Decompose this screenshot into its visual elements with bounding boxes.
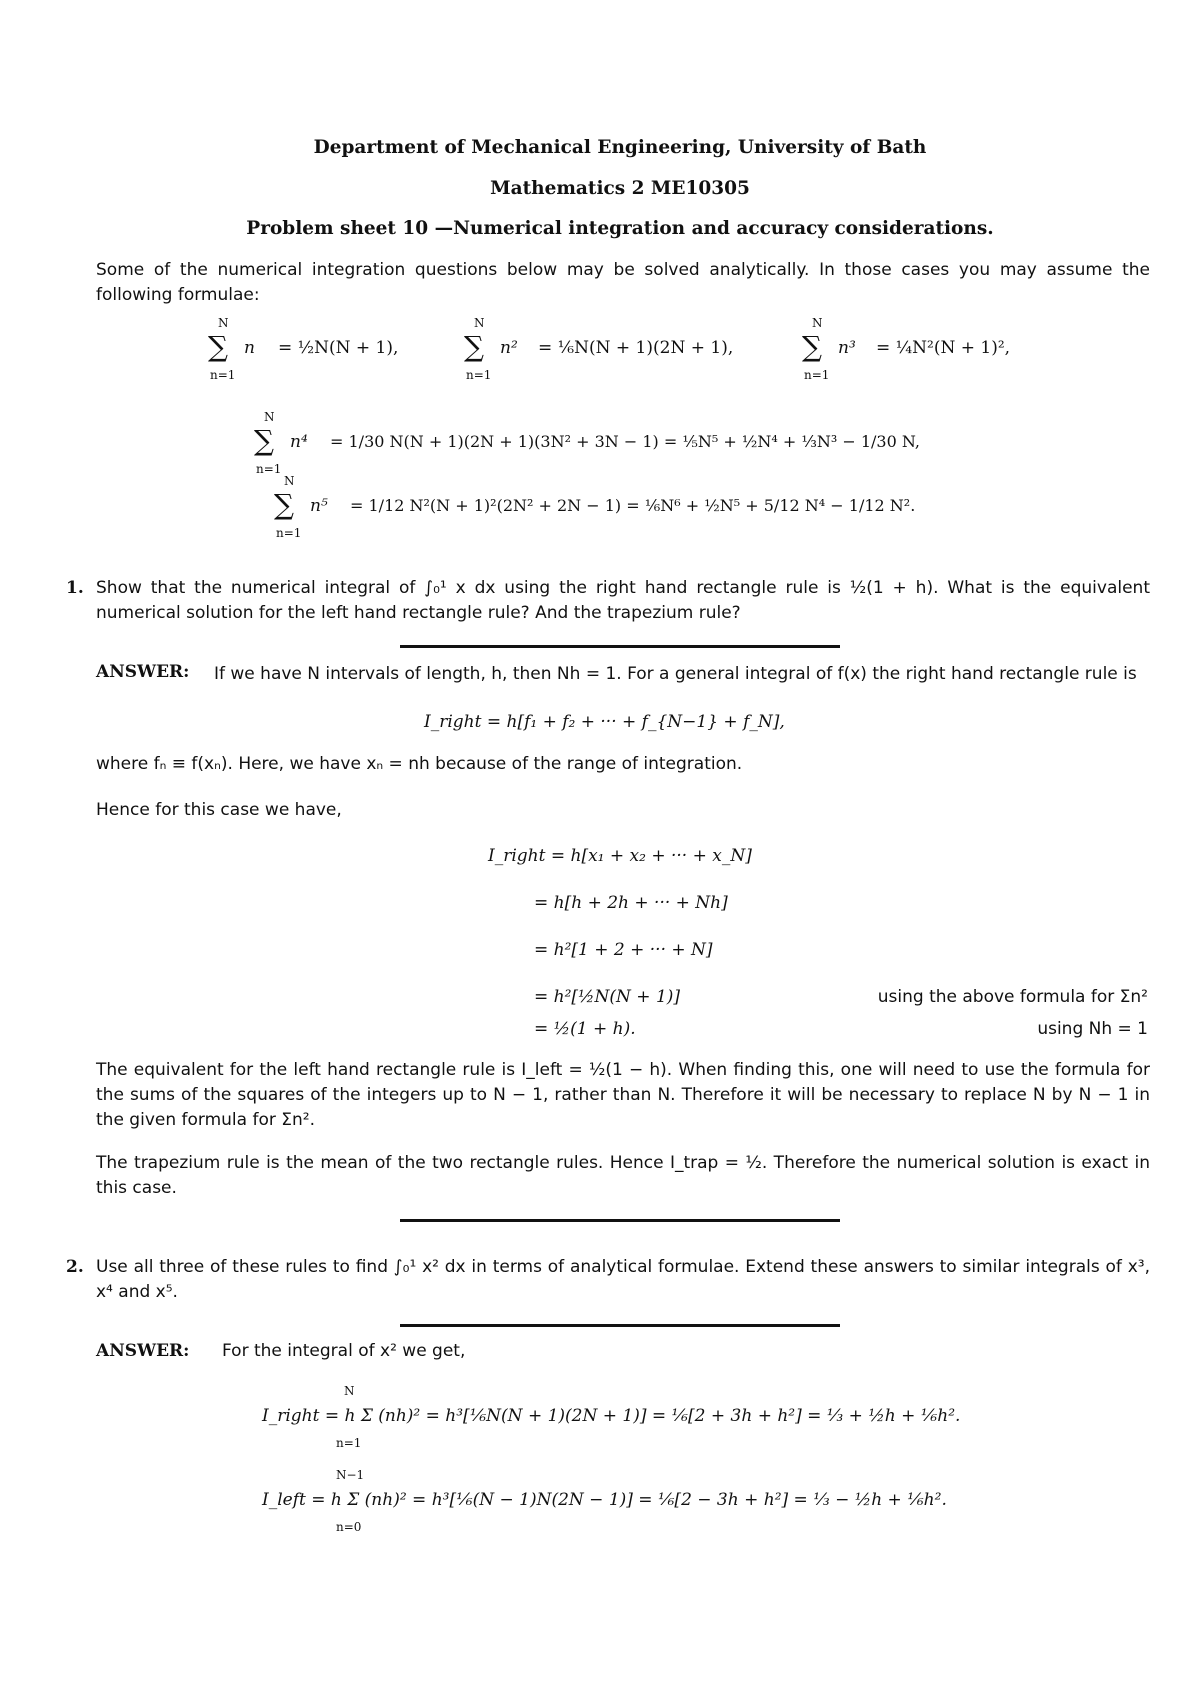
question-2-text: Use all three of these rules to find ∫₀¹ x² dx in terms of analytical formulae. Extend these answers to similar integrals of x³, x⁴ and x⁵.: [96, 1257, 1150, 1302]
sum-top: N: [812, 316, 823, 330]
question-1-text: Show that the numerical integral of ∫₀¹ x dx using the right hand rectangle rule is ½(1 + h). What is the equivalent numerical solution for the left hand rectangle rule? And the trapezium rule?: [96, 578, 1150, 623]
formula-4-rhs: = 1/30 N(N + 1)(2N + 1)(3N² + 3N − 1) = ⅕N⁵ + ½N⁴ + ⅓N³ − 1/30 N,: [330, 432, 920, 451]
sigma-symbol: ∑: [802, 330, 822, 363]
sum-top: N: [344, 1384, 355, 1398]
question-1-number: 1.: [66, 578, 84, 598]
formula-5-lhs: n⁵: [310, 496, 328, 516]
formula-1-lhs: n: [244, 338, 255, 358]
hence-line: Hence for this case we have,: [96, 800, 342, 820]
sheet-title: Problem sheet 10 —Numerical integration and accuracy considerations.: [246, 218, 994, 239]
question-2-number: 2.: [66, 1257, 84, 1277]
sigma-symbol: ∑: [208, 330, 228, 363]
sum-bottom: n=1: [256, 462, 282, 476]
right-rule-x2-equation: I_right = h Σ (nh)² = h³[⅙N(N + 1)(2N + 1)] = ⅙[2 + 3h + h²] = ⅓ + ½h + ⅙h².: [262, 1406, 961, 1426]
sum-bottom: n=1: [336, 1436, 362, 1450]
formula-3-lhs: n³: [838, 338, 856, 358]
derivation-step: = h[h + 2h + ··· + Nh]: [534, 893, 728, 913]
answer-label: ANSWER:: [96, 662, 190, 682]
left-rule-paragraph: The equivalent for the left hand rectangle rule is I_left = ½(1 − h). When finding this, one will need to use the formula for the sums of the squares of the integers up to N − 1, rather than N. Therefore it will be necessary to replace N by N − 1 in the given formula for Σn².: [96, 1060, 1150, 1130]
sum-bottom: n=1: [210, 368, 236, 382]
formula-2-lhs: n²: [500, 338, 518, 358]
trapezium-paragraph: The trapezium rule is the mean of the two rectangle rules. Hence I_trap = ½. Therefore the numerical solution is exact in this case.: [96, 1153, 1150, 1198]
sigma-symbol: ∑: [274, 488, 294, 521]
where-line: where fₙ ≡ f(xₙ). Here, we have xₙ = nh because of the range of integration.: [96, 754, 743, 774]
formula-2-rhs: = ⅙N(N + 1)(2N + 1),: [538, 338, 734, 358]
sum-bottom: n=0: [336, 1520, 362, 1534]
sum-bottom: n=1: [466, 368, 492, 382]
department-header: Department of Mechanical Engineering, University of Bath: [313, 137, 927, 158]
sum-bottom: n=1: [804, 368, 830, 382]
sum-top: N: [284, 474, 295, 488]
answer-label: ANSWER:: [96, 1341, 190, 1361]
left-rule-x2-equation: I_left = h Σ (nh)² = h³[⅙(N − 1)N(2N − 1)] = ⅙[2 − 3h + h²] = ⅓ − ½h + ⅙h².: [262, 1490, 947, 1510]
intro-paragraph: Some of the numerical integration questions below may be solved analytically. In those cases you may assume the following formulae:: [96, 260, 1150, 305]
sum-top: N: [474, 316, 485, 330]
derivation-step: = h²[½N(N + 1)]: [534, 987, 681, 1007]
formula-3-rhs: = ¼N²(N + 1)²,: [876, 338, 1011, 358]
answer-2-intro: For the integral of x² we get,: [222, 1341, 466, 1361]
sigma-symbol: ∑: [464, 330, 484, 363]
answer-1-intro: If we have N intervals of length, h, then Nh = 1. For a general integral of f(x) the right hand rectangle rule is: [214, 664, 1137, 684]
sum-top: N−1: [336, 1468, 365, 1482]
divider-rule: [400, 1324, 840, 1327]
sum-top: N: [264, 410, 275, 424]
derivation-step: = h²[1 + 2 + ··· + N]: [534, 940, 713, 960]
derivation-step: I_right = h[x₁ + x₂ + ··· + x_N]: [488, 846, 752, 866]
sum-top: N: [218, 316, 229, 330]
divider-rule: [400, 1219, 840, 1222]
divider-rule: [400, 645, 840, 648]
sigma-symbol: ∑: [254, 424, 274, 457]
derivation-note-nh: using Nh = 1: [1037, 1019, 1148, 1039]
formula-5-rhs: = 1/12 N²(N + 1)²(2N² + 2N − 1) = ⅙N⁶ + ½N⁵ + 5/12 N⁴ − 1/12 N².: [350, 496, 916, 515]
formula-4-lhs: n⁴: [290, 432, 308, 452]
derivation-note-sum: using the above formula for Σn²: [877, 987, 1148, 1007]
general-right-rule-equation: I_right = h[f₁ + f₂ + ··· + f_{N−1} + f_N],: [424, 712, 785, 732]
sum-bottom: n=1: [276, 526, 302, 540]
formula-1-rhs: = ½N(N + 1),: [278, 338, 399, 358]
derivation-step: = ½(1 + h).: [534, 1019, 636, 1039]
course-header: Mathematics 2 ME10305: [490, 178, 750, 199]
